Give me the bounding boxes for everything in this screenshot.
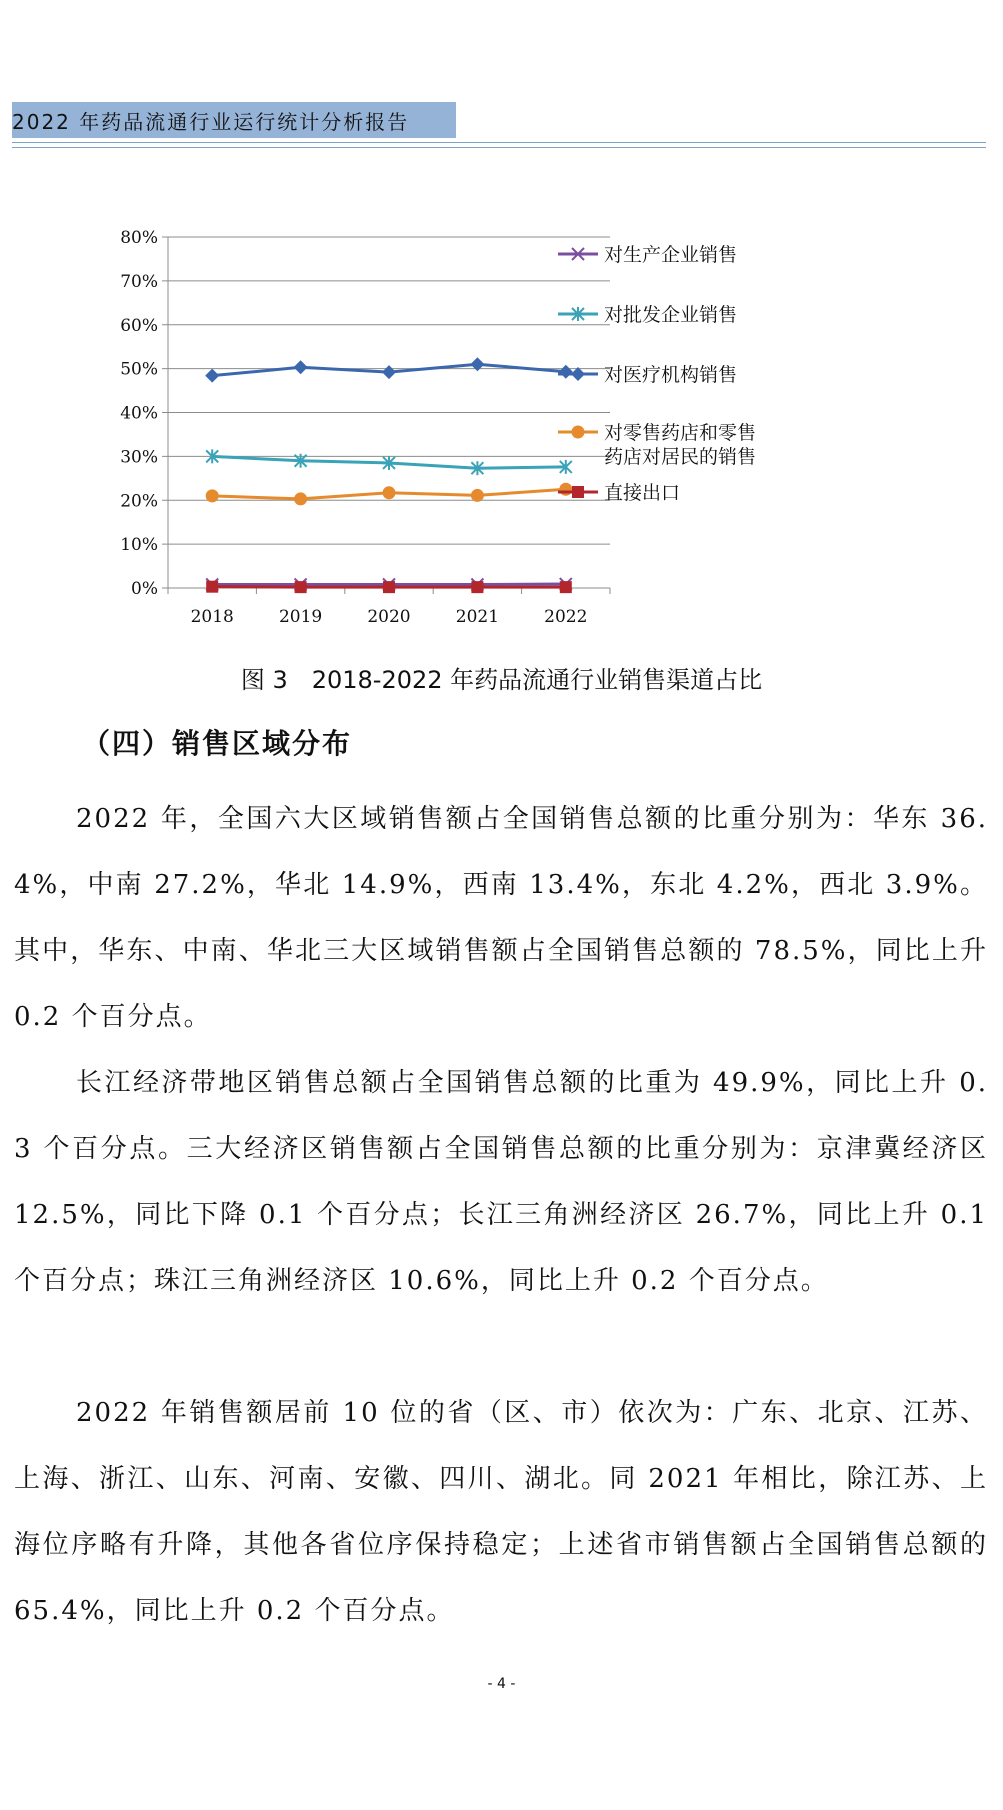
header-rule-top [12,142,986,143]
page-number: - 4 - [487,1676,516,1692]
paragraph-top-provinces: 2022 年销售额居前 10 位的省（区、市）依次为：广东、北京、江苏、上海、浙江、山东、河南、安徽、四川、湖北。同 2021 年相比，除江苏、上海位序略有升降，其他各省位序保持稳定；上述省市销售额占全国销售总额的 65.4%，同比上升 0.2 个百分点。 [14,1398,988,1626]
x-tick-label: 2019 [278,607,323,627]
data-point-3-0 [206,489,219,502]
y-tick-label: 30% [120,447,158,468]
x-tick-label: 2022 [544,607,588,627]
section-heading: （四）销售区域分布 [82,727,353,760]
header-rule-bottom [12,147,986,148]
legend-label-3: 药店对居民的销售 [604,446,757,468]
data-point-4-1 [295,581,307,593]
y-tick-label: 20% [120,491,158,512]
data-point-2-1 [294,360,308,374]
data-point-3-2 [383,486,396,499]
legend-label-3: 对零售药店和零售 [604,422,757,444]
report-title: 2022 年药品流通行业运行统计分析报告 [12,109,410,134]
paragraph-economic-zones: 长江经济带地区销售总额占全国销售总额的比重为 49.9%，同比上升 0.3 个百分点。三大经济区销售额占全国销售总额的比重分别为：京津冀经济区 12.5%，同比下降 0.1 个百分点；长江三角洲经济区 26.7%，同比上升 0.1 个百分点；珠江三角洲经济区 10.6%，同比上升 0.2 个百分点。 [14,1068,988,1296]
legend-label-1: 对批发企业销售 [604,304,738,326]
data-point-3-4 [559,483,572,496]
legend-label-2: 对医疗机构销售 [604,364,738,386]
data-point-3-1 [294,492,307,505]
y-tick-label: 0% [131,579,158,599]
x-tick-label: 2021 [455,607,500,627]
y-tick-label: 70% [120,271,158,292]
figure-caption: 图 3 2018-2022 年药品流通行业销售渠道占比 [240,666,763,694]
x-tick-label: 2020 [367,607,411,627]
data-point-4-2 [383,581,395,593]
report-header-bar [12,102,456,138]
data-point-2-2 [382,365,396,379]
sales-channel-line-chart [120,212,900,642]
y-tick-label: 80% [120,228,158,248]
y-tick-label: 60% [120,315,158,336]
legend-label-4: 直接出口 [604,482,681,504]
legend-marker-4 [572,486,584,498]
x-tick-label: 2018 [190,607,234,627]
data-point-2-4 [559,365,573,379]
legend-label-0: 对生产企业销售 [604,244,738,266]
data-point-2-0 [205,369,219,383]
data-point-4-0 [206,581,218,593]
data-point-4-3 [471,581,483,593]
y-tick-label: 50% [120,359,158,380]
paragraph-regional-distribution: 2022 年，全国六大区域销售额占全国销售总额的比重分别为：华东 36.4%，中南 27.2%，华北 14.9%，西南 13.4%，东北 4.2%，西北 3.9%。其中，华东、中南、华北三大区域销售额占全国销售总额的 78.5%，同比上升 0.2 个百分点。 [14,804,988,1032]
y-tick-label: 10% [120,535,158,556]
legend-marker-3 [572,426,585,439]
data-point-2-3 [470,357,484,371]
y-tick-label: 40% [120,403,158,424]
data-point-3-3 [471,489,484,502]
data-point-4-4 [560,581,572,593]
